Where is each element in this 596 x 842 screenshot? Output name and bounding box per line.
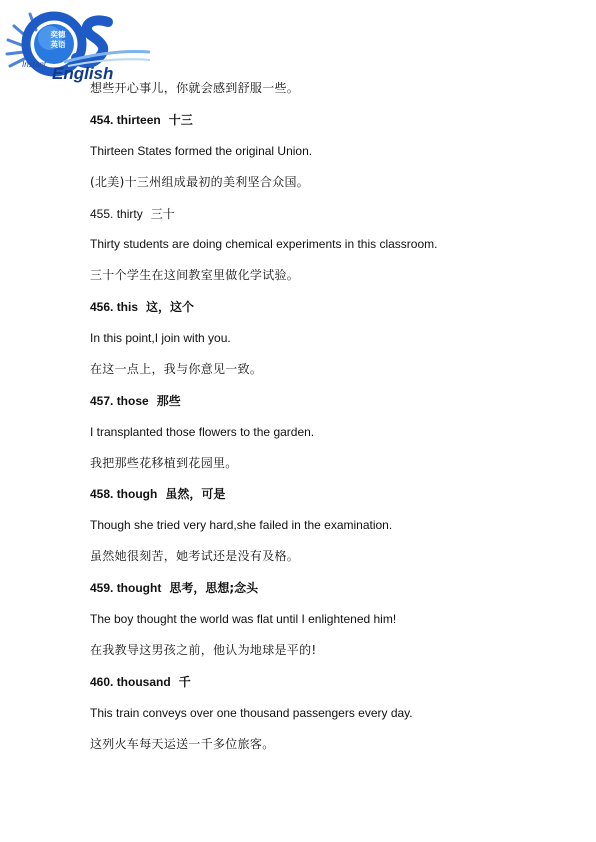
- entry-word: 460. thousand: [90, 675, 171, 689]
- entry-heading: [90, 299, 194, 315]
- entry-heading: [90, 486, 225, 502]
- example-sentence-cn: 我把那些花移植到花园里。: [90, 456, 238, 470]
- entry-word: 457. those: [90, 394, 149, 408]
- logo-english: English: [52, 64, 114, 83]
- entry-meaning: 千: [178, 675, 191, 689]
- entry-word: 454. thirteen: [90, 113, 161, 127]
- entry-word: 458. though: [90, 487, 158, 501]
- logo: [4, 6, 154, 88]
- entry-meaning: 那些: [156, 394, 181, 408]
- entry-heading: [90, 393, 181, 409]
- logo-instant: Instant: [22, 60, 47, 69]
- example-sentence-cn: 想些开心事儿，你就会感到舒服一些。: [90, 81, 300, 95]
- example-sentence-cn: 三十个学生在这间教室里做化学试验。: [90, 268, 300, 282]
- example-sentence-en: In this point,I join with you.: [90, 331, 231, 345]
- logo-chinese-line1: 奕德: [50, 30, 66, 39]
- entry-heading: [90, 112, 193, 128]
- example-sentence-en: The boy thought the world was flat until I enlightened him!: [90, 612, 397, 626]
- example-sentence-cn: 这列火车每天运送一千多位旅客。: [90, 737, 275, 751]
- entry-word: 456. this: [90, 300, 139, 314]
- logo-chinese: [44, 30, 72, 50]
- entry-meaning: 虽然，可是: [165, 487, 226, 501]
- entry-meaning: 这，这个: [146, 300, 195, 314]
- example-sentence-en: Though she tried very hard,she failed in the examination.: [90, 518, 393, 532]
- entry-heading: [90, 206, 175, 222]
- entry-heading: [90, 580, 258, 596]
- entry-meaning: 三十: [150, 207, 175, 221]
- example-sentence-en: This train conveys over one thousand passengers every day.: [90, 706, 413, 720]
- example-sentence-cn: 虽然她很刻苦，她考试还是没有及格。: [90, 549, 300, 563]
- example-sentence-en: I transplanted those flowers to the garden.: [90, 425, 315, 439]
- entry-meaning: 十三: [168, 113, 193, 127]
- example-sentence-cn: 在这一点上，我与你意见一致。: [90, 362, 263, 376]
- entry-heading: [90, 674, 191, 690]
- entry-meaning: 思考，思想;念头: [169, 581, 259, 595]
- example-sentence-en: Thirty students are doing chemical experiments in this classroom.: [90, 237, 438, 251]
- entry-word: 455. thirty: [90, 207, 143, 221]
- logo-chinese-line2: 英语: [50, 40, 66, 49]
- example-sentence-en: Thirteen States formed the original Union.: [90, 144, 313, 158]
- entry-word: 459. thought: [90, 581, 162, 595]
- example-sentence-cn: 在我教导这男孩之前，他认为地球是平的!: [90, 643, 317, 657]
- example-sentence-cn: (北美)十三州组成最初的美利坚合众国。: [90, 175, 310, 189]
